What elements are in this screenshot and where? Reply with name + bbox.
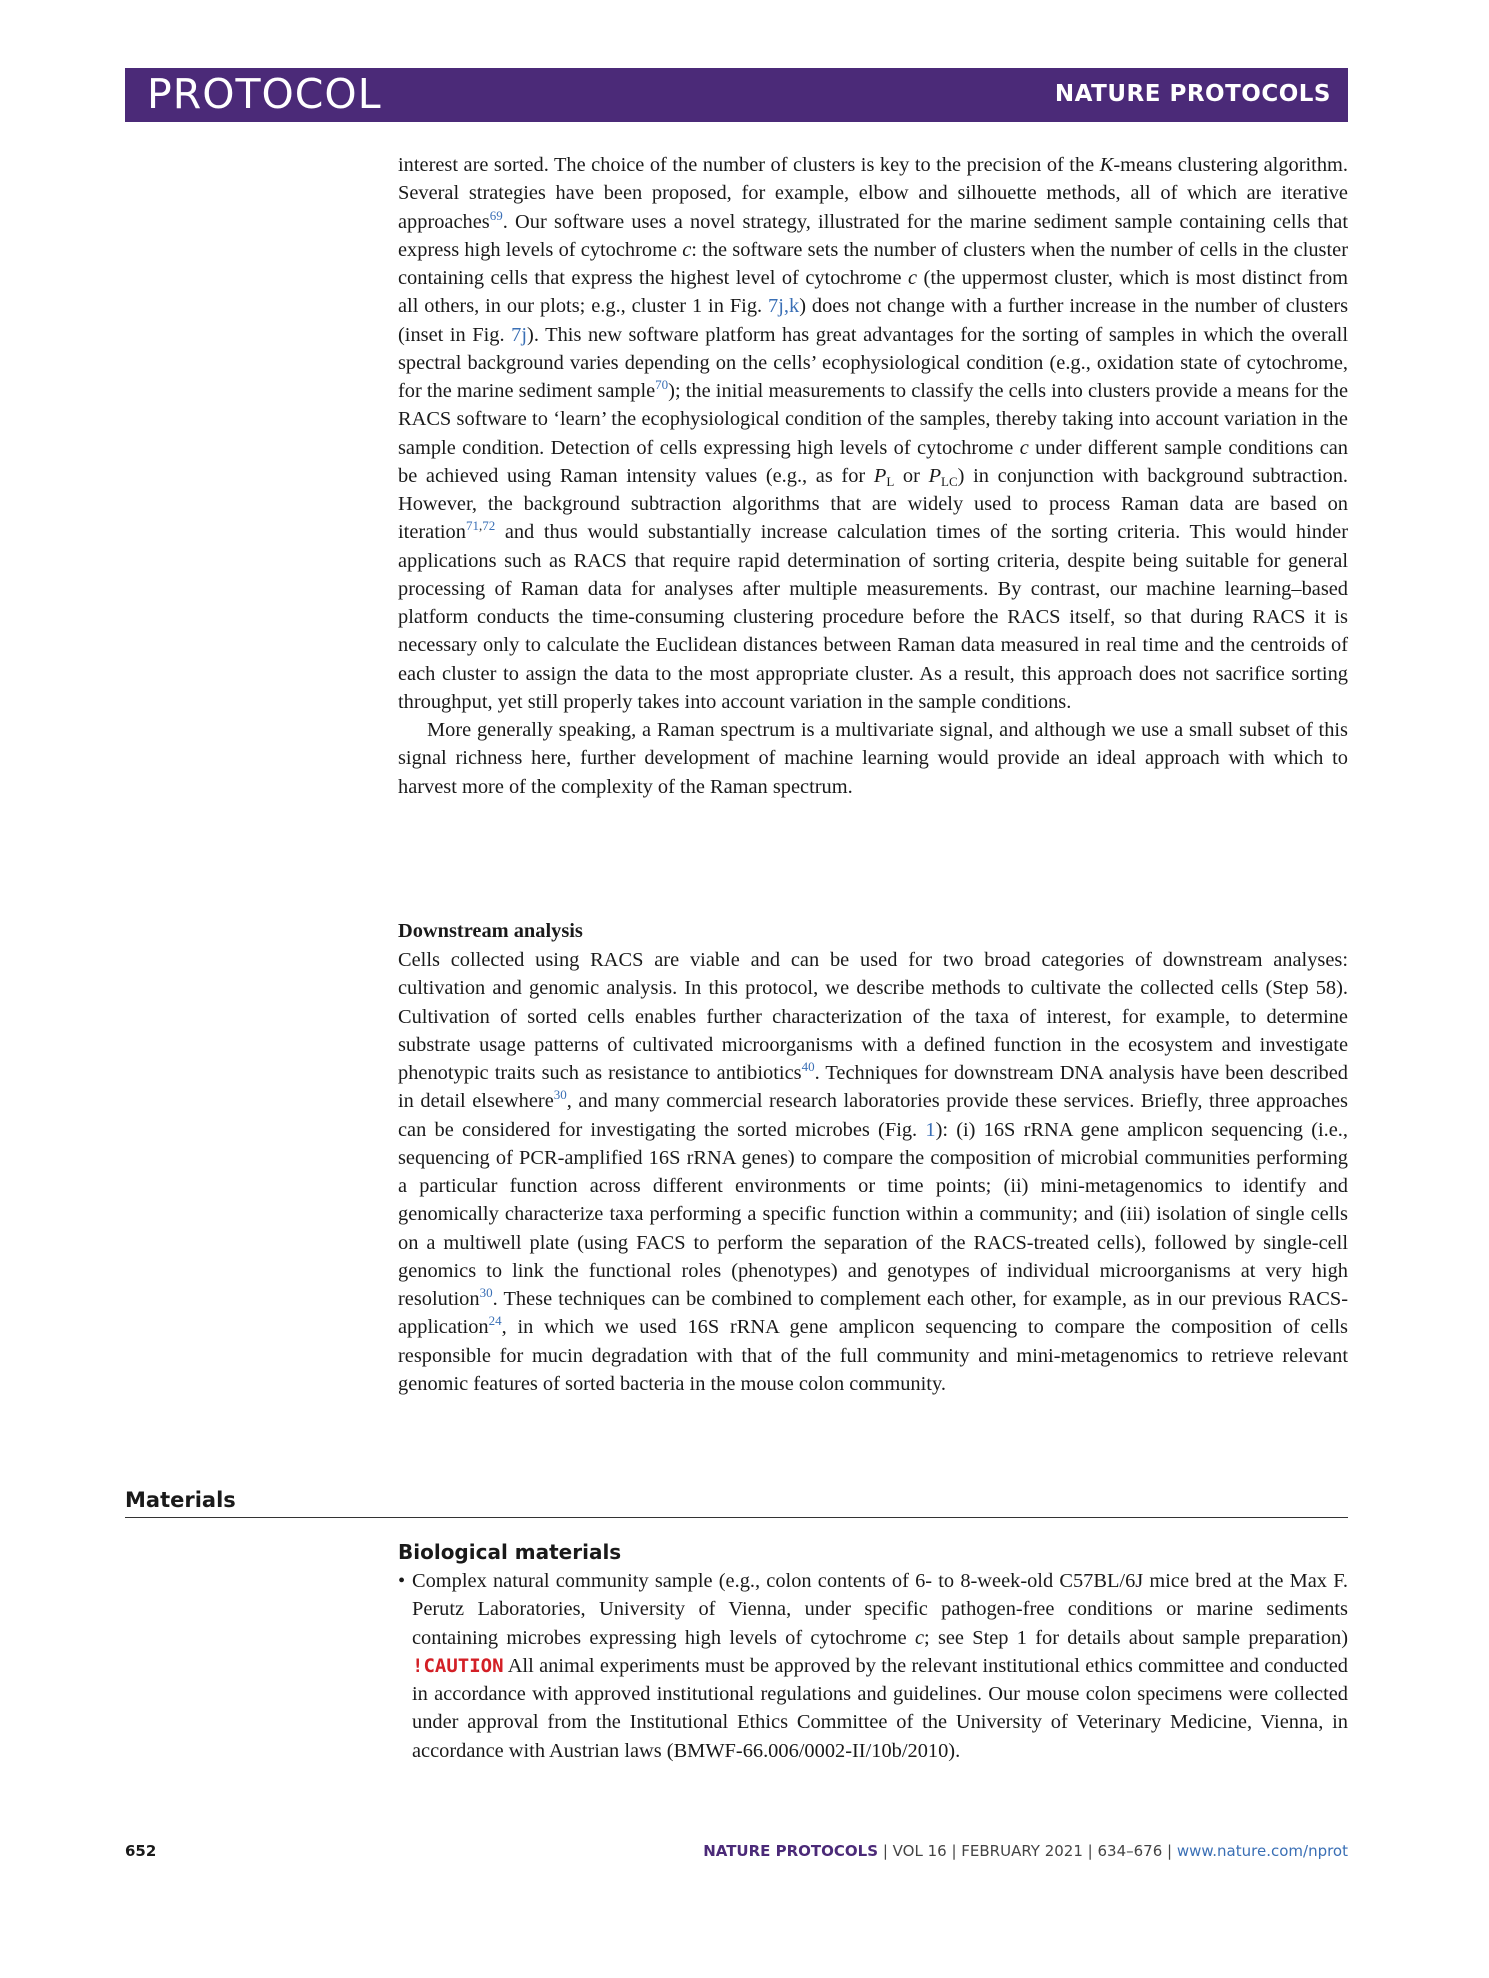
paragraph: Cells collected using RACS are viable and can be used for two broad categories of downstream analyses: cultivation and genomic analysis. In this protocol, we describe methods to cultivate the collected cells (Step 58). Cultivation of sorted cells enables further characterization of the taxa of interest, for example, to determine substrate usage patterns of cultivated microorganisms with a defined function in the ecosystem and investigate phenotypic traits such as resistance to antibiotics$^{40}$. Techniques for downstream DNA analysis have been described in detail elsewhere$^{30}$, and many commercial research laboratories provide these services. Briefly, three approaches can be considered for investigating the sorted microbes (Fig. 1): (i) 16S rRNA gene amplicon sequencing (i.e., sequencing of PCR-amplified 16S rRNA genes) to compare the composition of microbial communities performing a particular function across different environments or time points; (ii) mini-metagenomics to identify and genomically characterize taxa performing a specific function within a community; and (iii) isolation of single cells on a multiwell plate (using FACS to perform the separation of the RACS-treated cells), followed by single-cell genomics to link the functional roles (phenotypes) and genotypes of individual microorganisms at very high resolution$^{30}$. These techniques can be combined to complement each other, for example, as in our previous RACS-application$^{24}$, in which we used 16S rRNA gene amplicon sequencing to compare the composition of cells responsible for mucin degradation with that of the full community and mini-metagenomics to retrieve relevant genomic features of sorted bacteria in the mouse colon community. bbox=[398, 949, 1349, 1395]
ref-link[interactable]: 71 bbox=[465, 518, 479, 534]
ref-link[interactable]: 30 bbox=[553, 1087, 567, 1103]
ref-link[interactable]: 24 bbox=[488, 1313, 502, 1329]
ref-link[interactable]: 70 bbox=[655, 377, 669, 392]
page-number: 652 bbox=[125, 1842, 157, 1860]
downstream-text bbox=[398, 946, 1348, 1398]
bullet-icon: • bbox=[398, 1570, 406, 1592]
ref-link[interactable]: 69 bbox=[489, 207, 503, 223]
materials-heading: Materials bbox=[125, 1488, 236, 1512]
paragraph: More generally speaking, a Raman spectrum is a multivariate signal, and although we use a small subset of this signal richness here, further development of machine learning would provide an ideal approach with which to harvest more of the complexity of the Raman spectrum. bbox=[398, 719, 1348, 798]
section-divider bbox=[125, 1517, 1348, 1518]
footer-citation: NATURE PROTOCOLS | VOL 16 | FEBRUARY 2021 | 634–676 | www.nature.com/nprot bbox=[703, 1842, 1348, 1860]
clustering-text bbox=[398, 151, 1348, 801]
journal-url-link[interactable]: www.nature.com/nprot bbox=[1176, 1842, 1348, 1860]
fig-link[interactable]: 7j bbox=[511, 323, 528, 346]
downstream-heading: Downstream analysis bbox=[398, 920, 583, 942]
material-text: Complex natural community sample (e.g., colon contents of 6- to 8-week-old C57BL/6J mice bred at the Max F. Perutz Laboratories, University of Vienna, under specific pathogen-free conditions or marine sediments containing microbes expressing high levels of cytochrome c; see Step 1 for details about sample preparation) !CAUTION All animal experiments must be approved by the relevant institutional ethics committee and conducted in accordance with approved institutional regulations and guidelines. Our mouse colon specimens were collected under approval from the Institutional Ethics Committee of the University of Veterinary Medicine, Vienna, in accordance with Austrian laws (BMWF-66.006/0002-II/10b/2010). bbox=[412, 1570, 1348, 1762]
section-label: PROTOCOL bbox=[147, 70, 382, 118]
biological-materials-heading: Biological materials bbox=[398, 1540, 622, 1564]
material-list-item bbox=[398, 1567, 1348, 1765]
journal-label: NATURE PROTOCOLS bbox=[1054, 81, 1331, 107]
fig-link[interactable]: 7j,k bbox=[768, 295, 800, 318]
header-bar bbox=[125, 68, 1348, 122]
paragraph: interest are sorted. The choice of the number of clusters is key to the precision of the K-means clustering algorithm. Several strategies have been proposed, for example, elbow and silhouette methods, all of which are iterative approaches$^{69}$. Our software uses a novel strategy, illustrated for the marine sediment sample containing cells that express high levels of cytochrome c: the software sets the number of clusters when the number of cells in the cluster containing cells that express the highest level of cytochrome c (the uppermost cluster, which is most distinct from all others, in our plots; e.g., cluster 1 in Fig. 7j,k) does not change with a further increase in the number of clusters (inset in Fig. 7j). This new software platform has great advantages for the sorting of samples in which the overall spectral background varies depending on the cells’ ecophysiological condition (e.g., oxidation state of cytochrome, for the marine sediment sample$^{70}$); the initial measurements to classify the cells into clusters provide a means for the RACS software to ‘learn’ the ecophysiological condition of the samples, thereby taking into account variation in the sample condition. Detection of cells expressing high levels of cytochrome c under different sample conditions can be achieved using Raman intensity values (e.g., as for $P_L$ or $P_{LC}$) in conjunction with background subtraction. However, the background subtraction algorithms that are widely used to process Raman data are based on iteration$^{71,72}$ and thus would substantially increase calculation times of the sorting criteria. This would hinder applications such as RACS that require rapid determination of sorting criteria, despite being suitable for general processing of Raman data for analyses after multiple measurements. By contrast, our machine learning–based platform conducts the time-consuming clustering procedure before the RACS itself, so that during RACS it is necessary only to calculate the Euclidean distances between Raman data measured in real time and the centroids of each cluster to assign the data to the most appropriate cluster. As a result, this approach does not sacrifice sorting throughput, yet still properly takes into account variation in the sample conditions. bbox=[398, 154, 1349, 713]
fig-link[interactable]: 1 bbox=[925, 1118, 936, 1141]
ref-link[interactable]: 40 bbox=[801, 1059, 815, 1074]
caution-badge: !CAUTION bbox=[412, 1654, 504, 1677]
ref-link[interactable]: 72 bbox=[482, 518, 496, 534]
ref-link[interactable]: 30 bbox=[479, 1285, 493, 1300]
